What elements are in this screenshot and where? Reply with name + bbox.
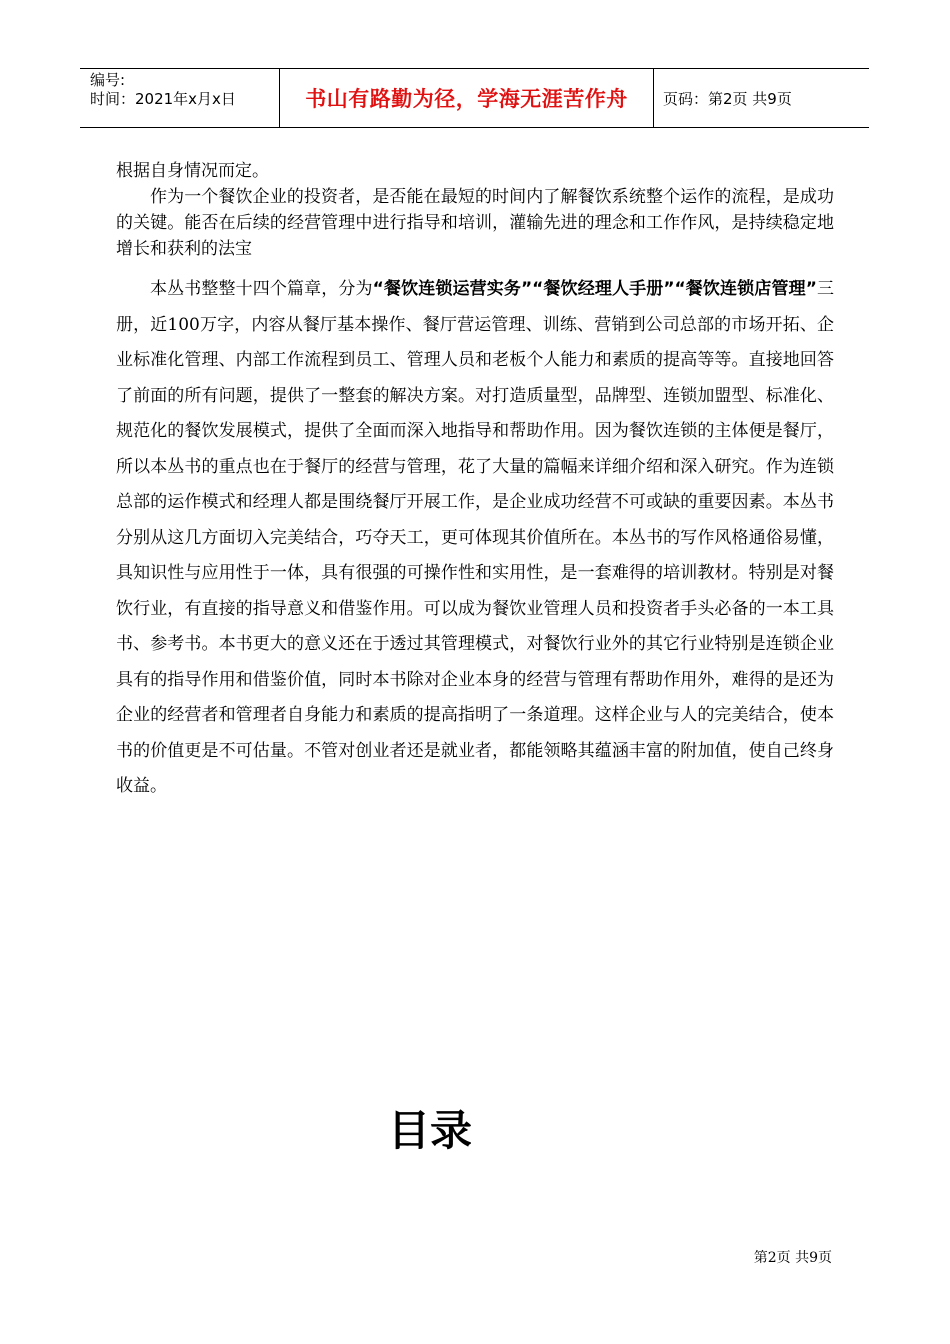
investor-paragraph: 作为一个餐饮企业的投资者，是否能在最短的时间内了解餐饮系统整个运作的流程，是成功的关键。能否在后续的经营管理中进行指导和培训，灌输先进的理念和工作作风，是持续稳定地增长和获利的法宝	[116, 187, 834, 259]
header-motto: 书山有路勤为径，学海无涯苦作舟	[280, 69, 654, 127]
page-footer: 第2页 共9页	[753, 1250, 832, 1266]
book-description-section	[116, 272, 834, 805]
document-number-label: 编号:	[90, 71, 126, 89]
header-meta-cell	[80, 69, 280, 127]
toc-heading: 目录	[387, 1106, 472, 1155]
book-series-titles: “餐饮连锁运营实务”“餐饮经理人手册”“餐饮连锁店管理”	[372, 279, 817, 299]
intro-section	[116, 158, 834, 262]
paragraph-lead: 本丛书整整十四个篇章，分为	[150, 279, 373, 299]
book-description-paragraph	[116, 272, 834, 805]
page-header	[80, 68, 869, 128]
continued-line: 根据自身情况而定。	[116, 161, 269, 181]
header-page-number: 页码：第2页 共9页	[663, 89, 792, 108]
paragraph-body: 三册，近100万字，内容从餐厅基本操作、餐厅营运管理、训练、营销到公司总部的市场开拓、企业标准化管理、内部工作流程到员工、管理人员和老板个人能力和素质的提高等等。直接地回答了前面的所有问题，提供了一整套的解决方案。对打造质量型，品牌型、连锁加盟型、标准化、规范化的餐饮发展模式，提供了全面而深入地指导和帮助作用。因为餐饮连锁的主体便是餐厅，所以本丛书的重点也在于餐厅的经营与管理，花了大量的篇幅来详细介绍和深入研究。作为连锁总部的运作模式和经理人都是围绕餐厅开展工作，是企业成功经营不可或缺的重要因素。本丛书分别从这几方面切入完美结合，巧夺天工，更可体现其价值所在。本丛书的写作风格通俗易懂，具知识性与应用性于一体，具有很强的可操作性和实用性，是一套难得的培训教材。特别是对餐饮行业，有直接的指导意义和借鉴作用。可以成为餐饮业管理人员和投资者手头必备的一本工具书、参考书。本书更大的意义还在于透过其管理模式，对餐饮行业外的其它行业特别是连锁企业具有的指导作用和借鉴价值，同时本书除对企业本身的经营与管理有帮助作用外，难得的是还为企业的经营者和管理者自身能力和素质的提高指明了一条道理。这样企业与人的完美结合，使本书的价值更是不可估量。不管对创业者还是就业者，都能领略其蕴涵丰富的附加值，使自己终身收益。	[116, 279, 835, 796]
document-time-label: 时间：2021年x月x日	[90, 90, 236, 108]
